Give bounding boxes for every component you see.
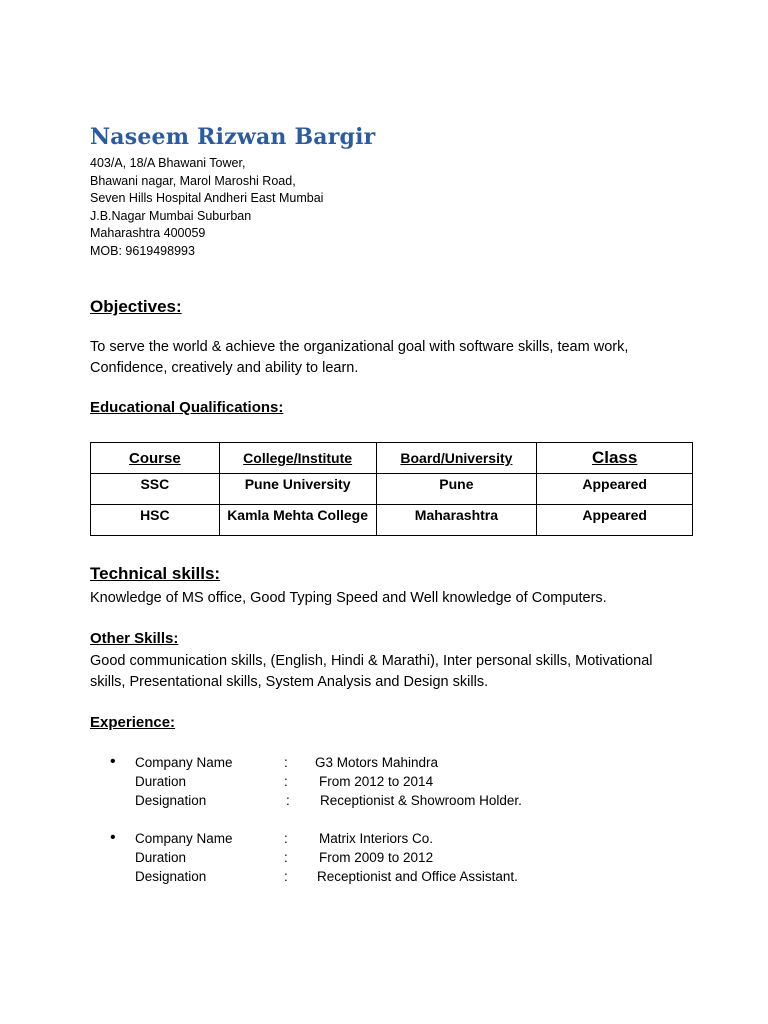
table-cell: SSC <box>91 474 220 505</box>
candidate-name: Naseem Rizwan Bargir <box>90 124 376 150</box>
company-value: G3 Motors Mahindra <box>315 755 439 770</box>
experience-heading: Experience: <box>90 714 176 731</box>
table-header-row <box>91 443 693 474</box>
other-skills-heading: Other Skills: <box>90 630 179 647</box>
column-header-college: College/Institute <box>219 443 376 474</box>
table-cell: Appeared <box>537 505 693 536</box>
separator-colon: : <box>284 850 288 865</box>
designation-label: Designation <box>135 869 207 884</box>
column-header-board: Board/University <box>376 443 537 474</box>
duration-value: From 2009 to 2012 <box>319 850 434 865</box>
bullet-point: • <box>110 829 116 846</box>
designation-value: Receptionist & Showroom Holder. <box>320 793 522 808</box>
separator-colon: : <box>284 755 288 770</box>
separator-colon: : <box>284 774 288 789</box>
table-row <box>91 505 693 536</box>
company-value: Matrix Interiors Co. <box>319 831 434 846</box>
duration-label: Duration <box>135 850 187 865</box>
bullet-point: • <box>110 753 116 770</box>
table-cell: HSC <box>91 505 220 536</box>
other-skills-text: Good communication skills, (English, Hindi & Marathi), Inter personal skills, Motivational skills, Presentational skills, System Analysis and Design skills. <box>90 653 653 690</box>
table-cell: Pune University <box>219 474 376 505</box>
address-line: 403/A, 18/A Bhawani Tower, <box>90 156 246 170</box>
company-label: Company Name <box>135 831 233 846</box>
duration-value: From 2012 to 2014 <box>319 774 434 789</box>
designation-label: Designation <box>135 793 207 808</box>
separator-colon: : <box>284 869 288 884</box>
education-heading: Educational Qualifications: <box>90 399 284 416</box>
table-row <box>91 474 693 505</box>
objectives-text: To serve the world & achieve the organizational goal with software skills, team work, Confidence, creatively and ability to learn. <box>90 339 629 376</box>
address-line: Maharashtra 400059 <box>90 226 206 240</box>
technical-skills-heading: Technical skills: <box>90 564 221 583</box>
table-cell: Pune <box>376 474 537 505</box>
table-cell: Kamla Mehta College <box>219 505 376 536</box>
address-block <box>90 155 323 260</box>
column-header-course: Course <box>91 443 220 474</box>
table-cell: Maharashtra <box>376 505 537 536</box>
objectives-heading: Objectives: <box>90 297 182 316</box>
technical-skills-text: Knowledge of MS office, Good Typing Speed and Well knowledge of Computers. <box>90 590 607 606</box>
company-label: Company Name <box>135 755 233 770</box>
address-line: Seven Hills Hospital Andheri East Mumbai <box>90 191 324 205</box>
table-cell: Appeared <box>537 474 693 505</box>
education-table <box>90 442 693 536</box>
address-line: J.B.Nagar Mumbai Suburban <box>90 208 252 223</box>
mobile-number: MOB: 9619498993 <box>90 243 195 258</box>
separator-colon: : <box>284 831 288 846</box>
designation-value: Receptionist and Office Assistant. <box>317 869 518 884</box>
separator-colon: : <box>286 793 290 808</box>
duration-label: Duration <box>135 774 187 789</box>
address-line: Bhawani nagar, Marol Maroshi Road, <box>90 173 296 188</box>
column-header-class: Class <box>537 443 693 474</box>
